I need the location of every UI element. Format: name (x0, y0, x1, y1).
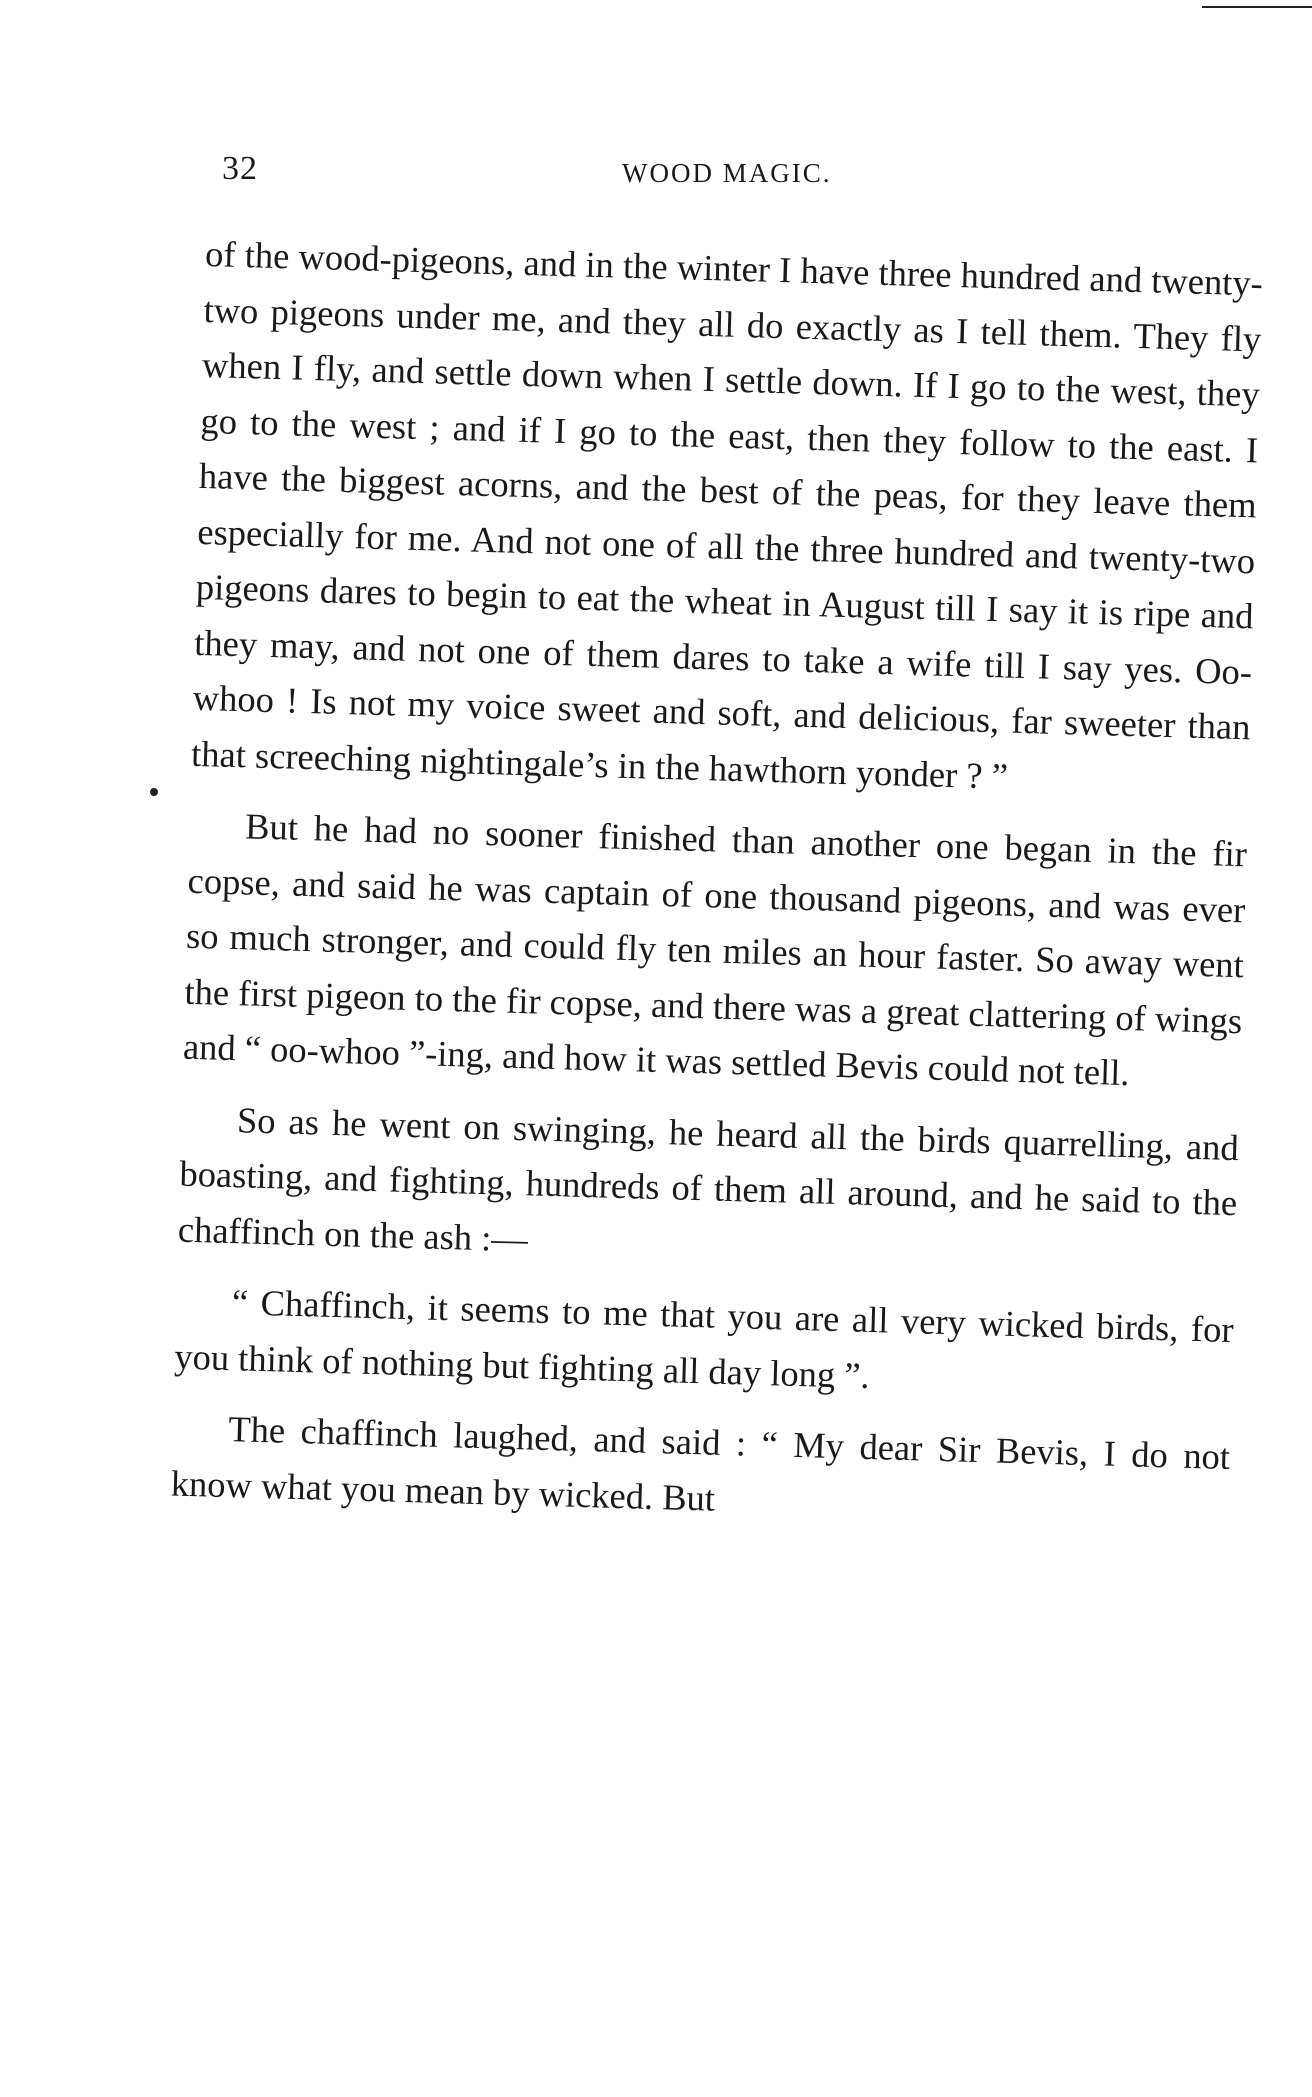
paragraph-1: of the wood-pigeons, and in the winter I have three hundred and twenty-two pigeons under me, and they all do exactly as I tell them. They fly when I fly, and settle down when I settle down. If I go to the west, they go to the west ; and if I go to the east, then they follow to the east. I have the biggest acorns, and the best of the peas, for they leave them especially for me. And not one of all the three hundred and twenty-two pigeons dares to begin to eat the wheat in August till I say it is ripe and they may, and not one of them dares to take a wife till I say yes. Oo-whoo ! Is not my voice sweet and soft, and delicious, far sweeter than that screeching nightingale’s in the hawthorn yonder ? ” (190, 232, 1264, 797)
margin-dot-mark (150, 788, 158, 796)
running-title: WOOD MAGIC. (622, 158, 832, 188)
paragraph-2: But he had no sooner finished than another one began in the fir copse, and said he was captain of one thousand pigeons, and was ever so much stronger, and could fly ten miles an hour faster. So away went the first pigeon to the fir copse, and there was a great clattering of wings and “ oo-whoo ”-ing, and how it was settled Bevis could not tell. (182, 805, 1248, 1094)
page-header (222, 150, 1272, 200)
paragraph-3: So as he went on swinging, he heard all the birds quarrelling, and boasting, and fighting, hundreds of them all around, and he said to the chaffinch on the ash :— (177, 1098, 1240, 1259)
body-text (170, 226, 1264, 1556)
paragraph-5: The chaffinch laughed, and said : “ My dear Sir Bevis, I do not know what you mean by wicked. But (170, 1408, 1231, 1519)
page-number: 32 (222, 150, 258, 187)
paragraph-4: “ Chaffinch, it seems to me that you are all very wicked birds, for you think of nothing but fighting all day long ”. (173, 1281, 1235, 1396)
top-edge-rule (1202, 6, 1312, 8)
